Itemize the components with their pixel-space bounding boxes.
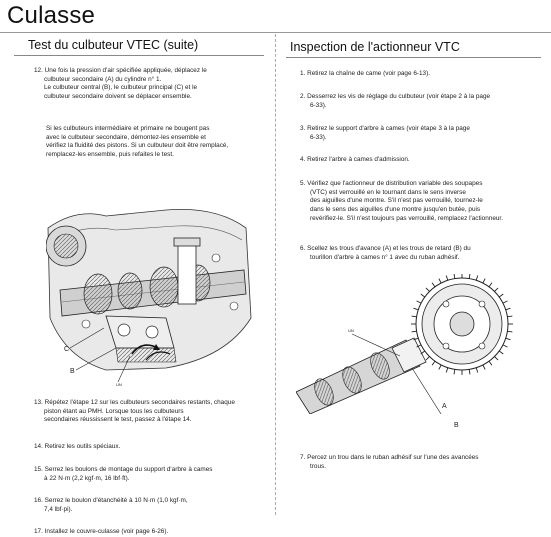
step-1-line: 1. Retirez la chaîne de came (voir page 6-13).: [300, 70, 431, 77]
step-12-line: Le culbuteur central (B), le culbuteur principal (C) et le: [44, 84, 198, 92]
right-section-title: Inspection de l'actionneur VTC: [290, 40, 460, 54]
step-4: [300, 156, 410, 165]
gear-tooth: [421, 294, 425, 297]
step-3-line: 3. Retirez le support d'arbre à cames (voir étape 3 à la page: [300, 125, 470, 132]
gear-tooth: [417, 301, 421, 303]
gear-tooth: [412, 331, 417, 332]
note-line: vérifiez la fluidité des pistons. Si un culbuteur doit être remplacé,: [46, 142, 229, 150]
gear-tooth: [426, 288, 430, 292]
note-line: Si les culbuteurs intermédiaire et primaire ne bougent pas: [46, 125, 210, 132]
page-title: Culasse: [7, 2, 96, 29]
step-2-line: 2. Desserrez les vis de réglage du culbuteur (voir étape 2 à la page: [300, 93, 491, 100]
step-1: [300, 70, 430, 79]
label-a: A: [442, 403, 447, 410]
gear-tooth: [439, 365, 441, 369]
gear-tooth: [469, 369, 470, 374]
gear-tooth: [503, 345, 507, 347]
gear-tooth: [446, 275, 448, 280]
right-column: [276, 34, 551, 515]
step-7-line: 7. Percez un trou dans le ruban adhésif sur l'une des avancées: [300, 454, 479, 461]
gear-tooth: [476, 275, 478, 280]
gear-tooth: [489, 361, 492, 365]
gear-tooth: [483, 279, 485, 283]
gear-tooth: [469, 274, 470, 279]
step-5-line: des aiguilles d'une montre. S'il n'est pas verrouillé, tournez-le: [310, 197, 483, 205]
note-line: remplacez-les ensemble, puis refaites le test.: [46, 151, 174, 159]
step-14: [34, 443, 120, 452]
step-13-line: piston étant au PMH. Lorsque tous les culbuteurs: [44, 407, 184, 415]
gear-tooth: [413, 308, 418, 310]
step-12-note: [46, 125, 228, 160]
note-line: avec le culbuteur secondaire, démontez-les ensemble et: [46, 133, 206, 141]
step-16: [34, 497, 188, 514]
gear-tooth: [495, 288, 499, 292]
step-13-line: 13. Répétez l'étape 12 sur les culbuteurs secondaires restants, chaque: [34, 399, 235, 406]
gear-tooth: [503, 301, 507, 303]
step-5-line: 5. Vérifiez que l'actionneur de distribution variable des soupapes: [300, 180, 483, 187]
label-c: C: [64, 346, 70, 353]
step-2-line: 6-33).: [310, 101, 327, 109]
title-rule: [0, 32, 551, 33]
gear-tooth: [454, 274, 455, 279]
step-6-line: tourillon d'arbre à cames n° 1 avec du ruban adhésif.: [310, 253, 460, 261]
step-13-line: secondaires réussissent le test, passez à l'étape 14.: [44, 416, 192, 424]
gear-tooth: [476, 368, 478, 373]
step-5-line: dans le sens des aiguilles d'une montre jusqu'en butée, puis: [310, 206, 481, 214]
left-section-rule: [14, 55, 264, 56]
gear-tooth: [506, 308, 511, 310]
vtc-actuator-figure: [296, 274, 524, 414]
step-12: [34, 67, 207, 102]
gear-tooth: [489, 283, 492, 287]
gear-tooth: [439, 279, 441, 283]
gear-tooth: [507, 331, 512, 332]
left-column: [0, 34, 274, 535]
left-section-title: Test du culbuteur VTEC (suite): [28, 38, 199, 52]
gear-tooth: [446, 368, 448, 373]
gear-tooth: [499, 351, 503, 354]
step-3-line: 6-33).: [310, 133, 327, 141]
rocker-arm-figure: [46, 198, 254, 388]
gear-tooth: [495, 357, 499, 361]
gear-tooth: [454, 369, 455, 374]
step-15-line: 15. Serrez les boulons de montage du support d'arbre à cames: [34, 466, 213, 473]
step-13: [34, 399, 235, 425]
step-12-line: 12. Une fois la pression d'air spécifiée appliquée, déplacez le: [34, 67, 207, 74]
gear-tooth: [483, 365, 485, 369]
step-2: [300, 93, 490, 110]
label-b: B: [454, 422, 459, 429]
gear-tooth: [506, 338, 511, 340]
gear-tooth: [412, 316, 417, 317]
step-14-line: 14. Retirez les outils spéciaux.: [34, 443, 121, 450]
step-17-line: 17. Installez le couvre-culasse (voir page 6-26).: [34, 528, 169, 535]
gear-tooth: [432, 283, 435, 287]
step-15-line: à 22 N·m (2,2 kgf·m, 16 lbf·ft).: [44, 474, 130, 482]
step-17: [34, 528, 168, 537]
step-12-line: culbuteur secondaire doivent se déplacer ensemble.: [44, 93, 192, 101]
step-5-line: revérifiez-le. S'il n'est toujours pas verrouillé, remplacez l'actionneur.: [310, 214, 503, 222]
step-6-line: 6. Scellez les trous d'avance (A) et les trous de retard (B) du: [300, 245, 471, 252]
right-section-rule: [286, 57, 541, 58]
step-5: [300, 180, 503, 224]
step-7: [300, 454, 479, 471]
label-un: UN: [348, 328, 354, 333]
step-3: [300, 125, 470, 142]
gear-tooth: [432, 361, 435, 365]
gear-tooth: [426, 357, 430, 361]
step-7-line: trous.: [310, 462, 326, 470]
gear-tooth: [507, 316, 512, 317]
step-5-line: (VTC) est verrouillé en le tournant dans le sens inverse: [310, 188, 466, 196]
step-12-line: culbuteur secondaire (A) du cylindre n° 1.: [44, 75, 162, 83]
gear-tooth: [499, 294, 503, 297]
step-16-line: 16. Serrez le boulon d'étanchéité à 10 N·m (1,0 kgf·m,: [34, 497, 188, 504]
label-b: B: [70, 368, 75, 375]
step-6: [300, 245, 471, 262]
label-un: UN: [116, 382, 122, 387]
step-16-line: 7,4 lbf·pi).: [44, 505, 73, 513]
step-4-line: 4. Retirez l'arbre à cames d'admission.: [300, 156, 410, 163]
step-15: [34, 466, 213, 483]
